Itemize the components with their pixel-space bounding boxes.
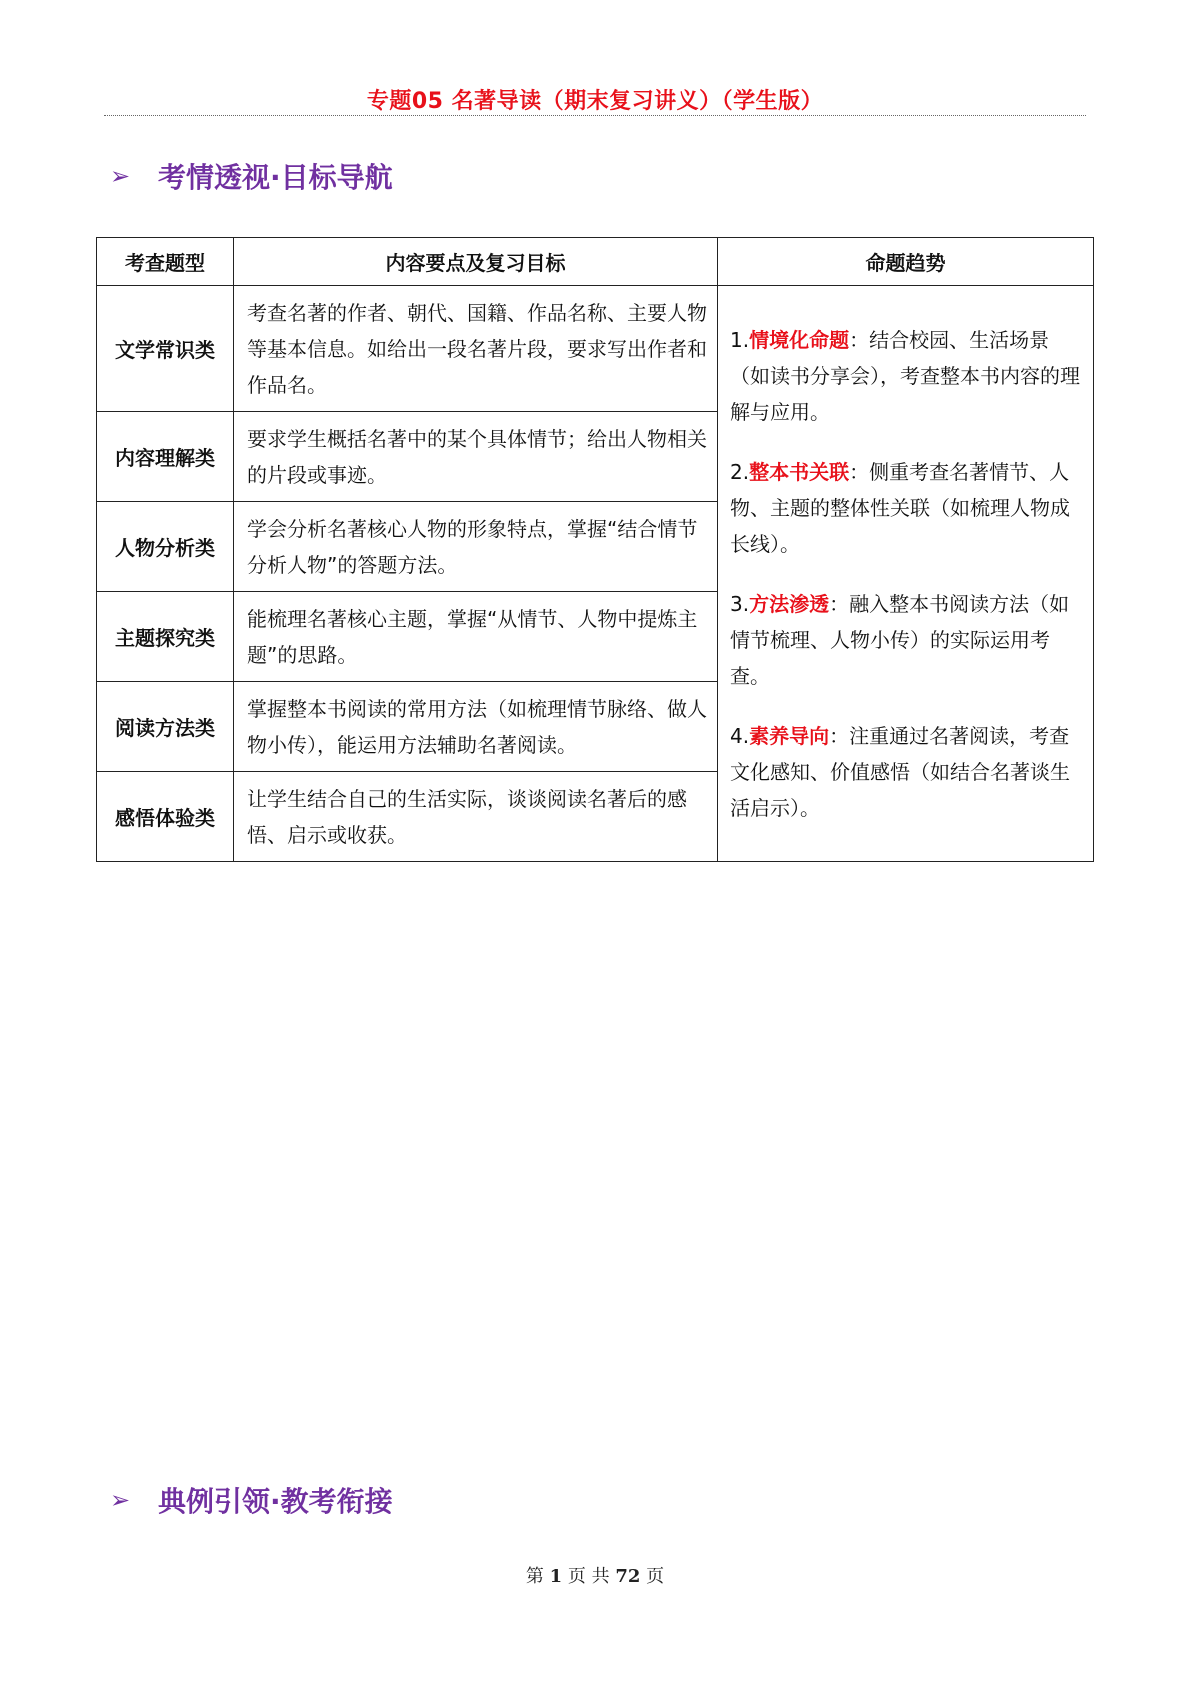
- content-cell: 考查名著的作者、朝代、国籍、作品名称、主要人物等基本信息。如给出一段名著片段，要求写出作者和作品名。: [234, 286, 718, 412]
- trend-item: [730, 586, 1083, 694]
- content-cell: 要求学生概括名著中的某个具体情节；给出人物相关的片段或事迹。: [234, 412, 718, 502]
- column-header-trend: 命题趋势: [718, 238, 1094, 286]
- footer-middle: 页 共: [567, 1566, 610, 1587]
- trend-text: ：侧重考查名著情节、人物、主题的整体性关联（如梳理人物成长线）。: [730, 459, 1070, 556]
- section-heading-exam-overview: [110, 156, 393, 196]
- content-cell: 能梳理名著核心主题，掌握“从情节、人物中提炼主题”的思路。: [234, 592, 718, 682]
- arrow-bullet-icon: ➢: [110, 162, 131, 190]
- trend-keyword: 素养导向: [749, 723, 830, 748]
- trend-number: 2.: [730, 459, 750, 484]
- trend-keyword: 情境化命题: [749, 327, 850, 352]
- trend-item: [730, 322, 1083, 430]
- trend-item: [730, 454, 1083, 562]
- trend-number: 1.: [730, 327, 750, 352]
- arrow-bullet-icon: ➢: [110, 1486, 131, 1514]
- type-cell: 文学常识类: [97, 286, 234, 412]
- trend-text: ：注重通过名著阅读，考查文化感知、价值感悟（如结合名著谈生活启示）。: [730, 723, 1070, 820]
- type-cell: 内容理解类: [97, 412, 234, 502]
- document-header-title: 专题05 名著导读（期末复习讲义）（学生版）: [366, 89, 824, 114]
- section-title: 典例引领·教考衔接: [158, 1485, 393, 1518]
- trend-text: ：融入整本书阅读方法（如情节梳理、人物小传）的实际运用考查。: [730, 591, 1070, 688]
- trend-number: 3.: [730, 591, 750, 616]
- content-cell: 掌握整本书阅读的常用方法（如梳理情节脉络、做人物小传），能运用方法辅助名著阅读。: [234, 682, 718, 772]
- page-number: 1: [549, 1566, 563, 1587]
- type-cell: 主题探究类: [97, 592, 234, 682]
- trend-text: ：结合校园、生活场景（如读书分享会），考查整本书内容的理解与应用。: [730, 327, 1080, 424]
- type-cell: 感悟体验类: [97, 772, 234, 862]
- exam-overview-table: [96, 237, 1094, 862]
- trend-keyword: 方法渗透: [749, 591, 830, 616]
- table-header-row: [97, 238, 1094, 286]
- trend-number: 4.: [730, 723, 750, 748]
- trend-keyword: 整本书关联: [749, 459, 850, 484]
- trend-cell: [718, 286, 1094, 862]
- column-header-type: 考查题型: [97, 238, 234, 286]
- content-cell: 让学生结合自己的生活实际，谈谈阅读名著后的感悟、启示或收获。: [234, 772, 718, 862]
- table-row: [97, 286, 1094, 412]
- column-header-content: 内容要点及复习目标: [234, 238, 718, 286]
- page-footer: [0, 1562, 1190, 1588]
- total-pages: 72: [615, 1566, 641, 1587]
- trend-item: [730, 718, 1083, 826]
- section-heading-examples: [110, 1480, 393, 1520]
- footer-suffix: 页: [646, 1566, 665, 1587]
- header-divider: [104, 115, 1086, 116]
- type-cell: 人物分析类: [97, 502, 234, 592]
- footer-prefix: 第: [525, 1566, 544, 1587]
- section-title: 考情透视·目标导航: [158, 161, 393, 194]
- content-cell: 学会分析名著核心人物的形象特点，掌握“结合情节分析人物”的答题方法。: [234, 502, 718, 592]
- type-cell: 阅读方法类: [97, 682, 234, 772]
